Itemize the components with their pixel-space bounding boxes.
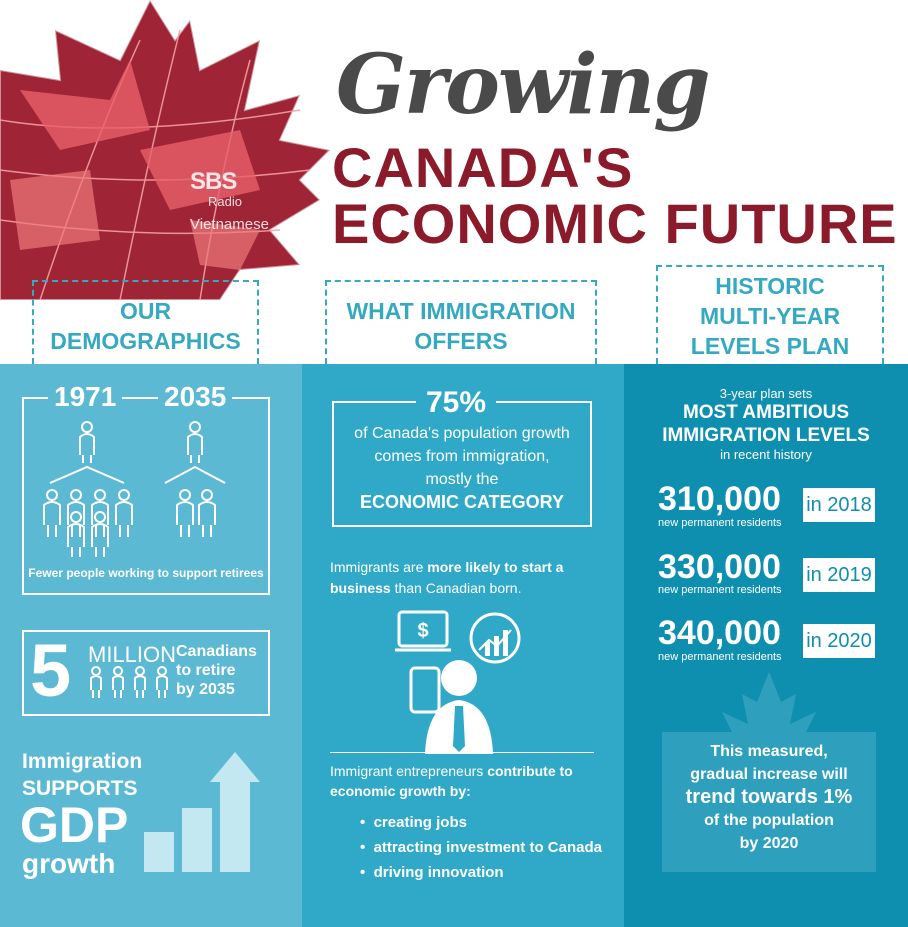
level-number: 310,000 bbox=[658, 480, 781, 518]
bullet-item: • attracting investment to Canada bbox=[360, 839, 602, 856]
percent-line: of Canada's population growth bbox=[354, 425, 570, 442]
title-script: Growing bbox=[336, 37, 709, 133]
contrib-pre: Immigrant entrepreneurs bbox=[330, 763, 488, 779]
title-line1: CANADA'S bbox=[332, 136, 634, 199]
heading-line: HISTORIC bbox=[715, 273, 825, 299]
title-main bbox=[332, 136, 898, 255]
intro-line: IMMIGRATION LEVELS bbox=[662, 425, 870, 446]
million-text-line: to retire bbox=[176, 662, 236, 679]
gdp-text-2: GDP bbox=[20, 797, 129, 853]
heading-line: OFFERS bbox=[414, 328, 508, 354]
bullet-text: attracting investment to Canada bbox=[373, 839, 602, 856]
percent-value: 75% bbox=[416, 386, 496, 420]
closing-line: This measured, bbox=[710, 743, 828, 760]
bar-growth-icon bbox=[138, 752, 270, 876]
gdp-text-1 bbox=[22, 748, 142, 802]
percent-line: mostly the bbox=[425, 471, 499, 488]
heading-line: DEMOGRAPHICS bbox=[50, 328, 241, 354]
contrib-text bbox=[330, 761, 600, 801]
demographics-caption: Fewer people working to support retirees bbox=[28, 566, 264, 580]
year-2035: 2035 bbox=[158, 381, 232, 413]
likely-bold: more likely to start a bbox=[427, 559, 564, 575]
population-icon bbox=[30, 415, 262, 560]
bullet-item: • creating jobs bbox=[360, 814, 467, 831]
bullet-text: creating jobs bbox=[373, 814, 467, 831]
level-year: in 2019 bbox=[803, 558, 875, 592]
levels-intro bbox=[624, 386, 908, 462]
maple-leaf-icon bbox=[0, 0, 340, 300]
level-sub: new permanent residents bbox=[658, 651, 782, 663]
million-text bbox=[176, 642, 257, 699]
million-text-line: by 2035 bbox=[176, 681, 235, 698]
level-number: 330,000 bbox=[658, 548, 781, 586]
bullet-item: • driving innovation bbox=[360, 864, 504, 881]
level-number: 340,000 bbox=[658, 614, 781, 652]
likely-post: than Canadian born. bbox=[390, 580, 522, 596]
logo-lang: Vietnamese bbox=[190, 216, 269, 233]
contrib-bold: contribute to bbox=[487, 763, 573, 779]
likely-text bbox=[330, 557, 600, 599]
percent-text bbox=[332, 422, 592, 514]
divider bbox=[330, 752, 594, 753]
closing-line: by 2020 bbox=[739, 835, 799, 852]
intro-line: 3-year plan sets bbox=[719, 386, 813, 401]
heading-levels bbox=[656, 265, 884, 364]
million-text-line: Canadians bbox=[176, 643, 257, 660]
title-line2: ECONOMIC FUTURE bbox=[332, 192, 898, 255]
year-1971: 1971 bbox=[48, 381, 122, 413]
million-word: MILLION bbox=[88, 642, 177, 667]
businessman-icon bbox=[395, 606, 525, 754]
level-year: in 2020 bbox=[803, 624, 875, 658]
million-number: 5 bbox=[30, 629, 72, 712]
heading-line: WHAT IMMIGRATION bbox=[346, 298, 576, 324]
sbs-logo bbox=[190, 168, 269, 233]
retiree-icons bbox=[86, 666, 176, 700]
heading-immigration bbox=[325, 280, 597, 364]
bullet-list bbox=[360, 810, 602, 885]
level-sub: new permanent residents bbox=[658, 584, 782, 596]
svg-text:$: $ bbox=[417, 620, 429, 642]
bullet-text: driving innovation bbox=[373, 864, 504, 881]
heading-line: OUR bbox=[119, 298, 172, 324]
closing-line: of the population bbox=[704, 812, 834, 829]
percent-line: comes from immigration, bbox=[374, 448, 550, 465]
logo-sub: Radio bbox=[208, 194, 242, 209]
closing-line: gradual increase will bbox=[690, 766, 848, 783]
likely-pre: Immigrants are bbox=[330, 559, 428, 575]
level-sub: new permanent residents bbox=[658, 517, 782, 529]
likely-bold2: business bbox=[330, 580, 391, 596]
contrib-line2: economic growth by: bbox=[330, 783, 471, 799]
closing-text bbox=[656, 740, 882, 855]
intro-line: MOST AMBITIOUS bbox=[682, 402, 850, 423]
closing-line: trend towards 1% bbox=[685, 786, 853, 808]
heading-line: LEVELS PLAN bbox=[690, 333, 850, 359]
intro-line: in recent history bbox=[720, 447, 812, 462]
level-year: in 2018 bbox=[803, 488, 875, 522]
heading-demographics bbox=[32, 280, 259, 364]
gdp-line: SUPPORTS bbox=[22, 777, 138, 800]
gdp-text-3: growth bbox=[22, 848, 116, 879]
logo-brand: SBS bbox=[190, 168, 237, 195]
heading-line: MULTI-YEAR bbox=[699, 303, 841, 329]
gdp-line: Immigration bbox=[22, 750, 143, 773]
percent-line: ECONOMIC CATEGORY bbox=[359, 492, 564, 512]
